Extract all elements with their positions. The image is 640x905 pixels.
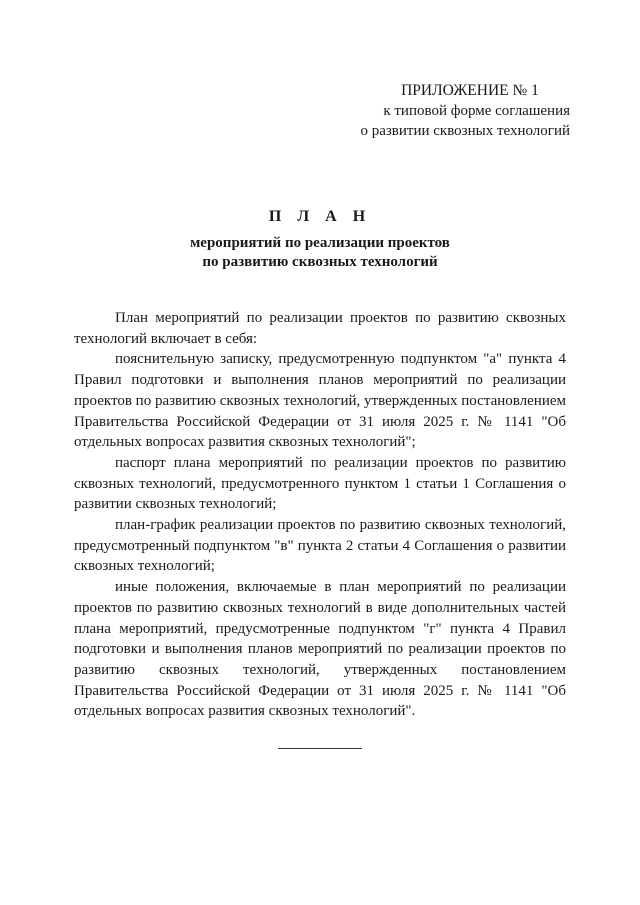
subtitle-line-2: по развитию сквозных технологий — [202, 254, 438, 270]
appendix-number: ПРИЛОЖЕНИЕ № 1 — [401, 82, 539, 99]
paragraph-explanatory-note: пояснительную записку, предусмотренную подпунктом "а" пункта 4 Правил подготовки и выполнения планов мероприятий по реализации проектов по развитию сквозных технологий, утвержденных постановлением Правительства Российской Федерации от 31 июля 2025 г. № 1141 "Об отдельных вопросах развития сквозных технологий"; — [74, 351, 566, 451]
appendix-header — [330, 81, 570, 141]
paragraph-other-provisions: иные положения, включаемые в план мероприятий по реализации проектов по развитию сквозных технологий в виде дополнительных частей плана мероприятий, предусмотренные подпунктом "г" пункта 4 Правил подготовки и выполнения планов мероприятий по реализации проектов по развитию сквозных технологий, утвержденных постановлением Правительства Российской Федерации от 31 июля 2025 г. № 1141 "Об отдельных вопросах развития сквозных технологий". — [74, 579, 566, 720]
document-body — [74, 308, 566, 722]
document-subtitle — [0, 234, 640, 272]
paragraph-schedule: план-график реализации проектов по развитию сквозных технологий, предусмотренный подпунктом "в" пункта 2 статьи 4 Соглашения о развитии сквозных технологий; — [74, 517, 566, 575]
paragraph-intro: План мероприятий по реализации проектов по развитию сквозных технологий включает в себя: — [74, 310, 566, 347]
document-title: П Л А Н — [268, 208, 372, 225]
appendix-reference-line-2: о развитии сквозных технологий — [360, 123, 570, 139]
paragraph-passport: паспорт плана мероприятий по реализации проектов по развитию сквозных технологий, предусмотренного пунктом 1 статьи 1 Соглашения о развитии сквозных технологий; — [74, 454, 566, 513]
appendix-reference-line-1: к типовой форме соглашения — [383, 103, 570, 119]
subtitle-line-1: мероприятий по реализации проектов — [190, 235, 450, 251]
end-divider — [278, 748, 362, 749]
